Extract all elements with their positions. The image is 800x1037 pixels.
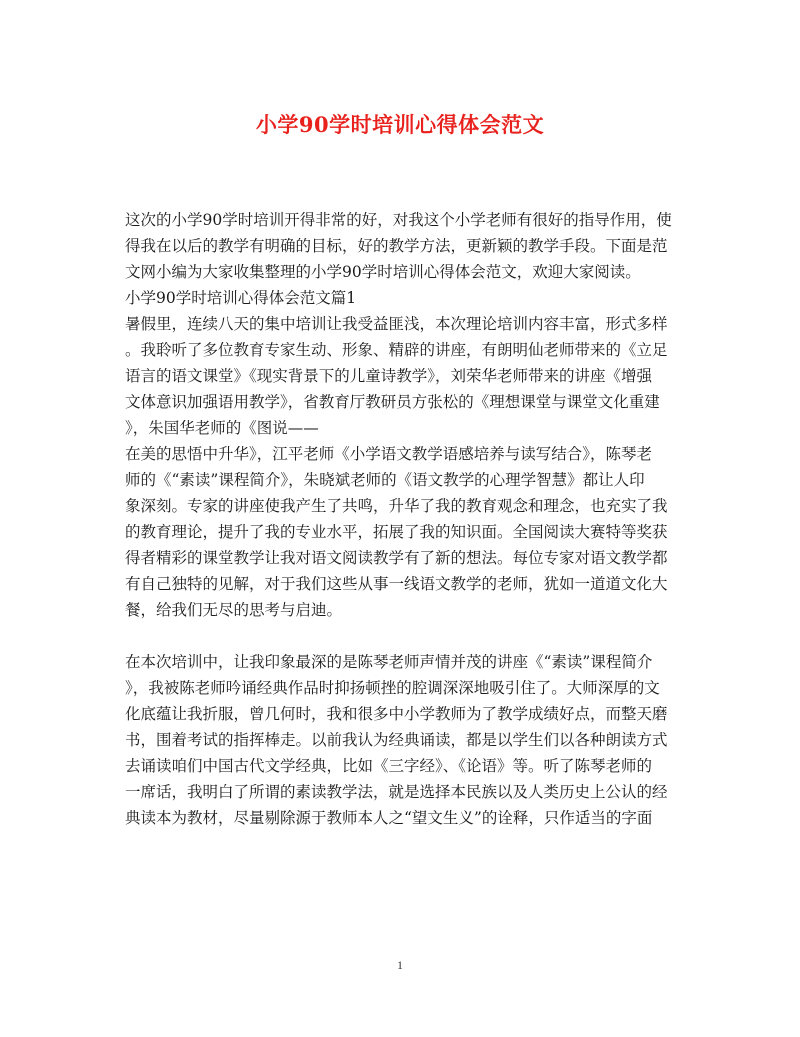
paragraph-line: 。我聆听了多位教育专家生动、形象、精辟的讲座，有朗明仙老师带来的《立足 xyxy=(125,341,668,359)
paragraph-line: 》，我被陈老师吟诵经典作品时抑扬顿挫的腔调深深地吸引住了。大师深厚的文 xyxy=(125,679,660,697)
paragraph-line: 化底蕴让我折服，曾几何时，我和很多中小学教师为了教学成绩好点，而整天磨 xyxy=(125,705,668,723)
document-title: 小学90学时培训心得体会范文 xyxy=(255,112,545,137)
paragraph-line: 典读本为教材，尽量剔除源于教师本人之“望文生义”的诠释，只作适当的字面 xyxy=(125,809,653,827)
paragraph-line: 在美的思悟中升华》，江平老师《小学语文教学语感培养与读写结合》，陈琴老 xyxy=(125,445,653,463)
paragraph-line: 一席话，我明白了所谓的素读教学法，就是选择本民族以及人类历史上公认的经 xyxy=(125,783,668,801)
paragraph-line: 得者精彩的课堂教学让我对语文阅读教学有了新的想法。每位专家对语文教学都 xyxy=(125,549,668,567)
page-number: 1 xyxy=(397,958,403,972)
paragraph-line: 餐，给我们无尽的思考与启迪。 xyxy=(125,601,343,619)
paragraph-line: 在本次培训中，让我印象最深的是陈琴老师声情并茂的讲座《“素读”课程简介 xyxy=(125,653,653,671)
paragraph-line: 》，朱国华老师的《图说—— xyxy=(125,419,319,437)
paragraph-line: 的教育理论，提升了我的专业水平，拓展了我的知识面。全国阅读大赛特等奖获 xyxy=(125,523,668,541)
paragraph-line: 这次的小学90学时培训开得非常的好，对我这个小学老师有很好的指导作用，使 xyxy=(125,211,672,229)
paragraph-line: 象深刻。专家的讲座使我产生了共鸣，升华了我的教育观念和理念，也充实了我 xyxy=(125,497,668,515)
paragraph-line: 师的《“素读”课程简介》，朱晓斌老师的《语文教学的心理学智慧》都让人印 xyxy=(125,471,645,489)
paragraph-line: 暑假里，连续八天的集中培训让我受益匪浅，本次理论培训内容丰富，形式多样 xyxy=(125,315,668,333)
paragraph-line: 去诵读咱们中国古代文学经典，比如《三字经》、《论语》等。听了陈琴老师的 xyxy=(125,757,653,775)
paragraph-line: 文网小编为大家收集整理的小学90学时培训心得体会范文，欢迎大家阅读。 xyxy=(125,263,641,281)
paragraph-line: 书，围着考试的指挥棒走。以前我认为经典诵读，都是以学生们以各种朗读方式 xyxy=(125,731,668,749)
paragraph-line: 语言的语文课堂》《现实背景下的儿童诗教学》，刘荣华老师带来的讲座《增强 xyxy=(125,367,653,385)
section-heading: 小学90学时培训心得体会范文篇1 xyxy=(125,289,357,307)
paragraph-line: 文体意识加强语用教学》，省教育厅教研员方张松的《理想课堂与课堂文化重建 xyxy=(125,393,660,411)
paragraph-line: 得我在以后的教学有明确的目标，好的教学方法，更新颖的教学手段。下面是范 xyxy=(125,237,668,255)
paragraph-line: 有自己独特的见解，对于我们这些从事一线语文教学的老师，犹如一道道文化大 xyxy=(125,575,668,593)
